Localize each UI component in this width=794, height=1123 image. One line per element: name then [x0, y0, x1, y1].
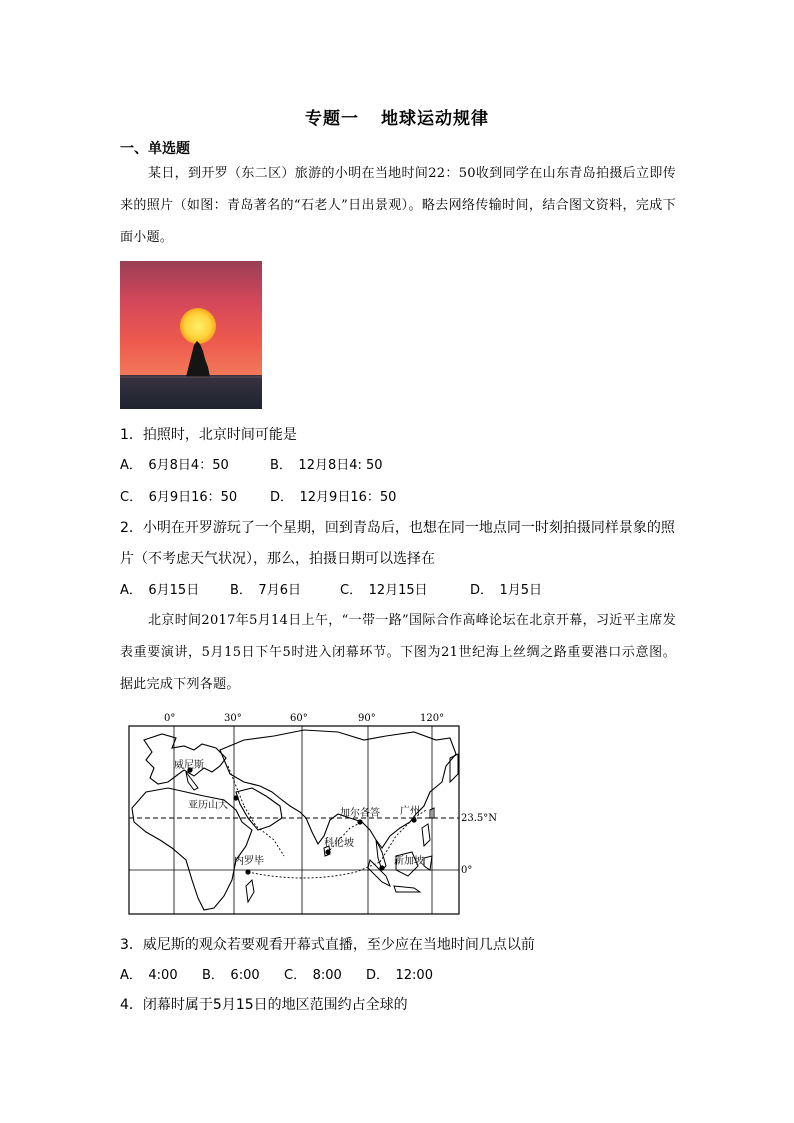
- question-4-stem: 4．闭幕时属于5月15日的地区范围约占全球的: [120, 997, 408, 1013]
- passage-2: 北京时间2017年5月14日上午，“一带一路”国际合作高峰论坛在北京开幕，习近平主席发表重要演讲，5月15日下午5时进入闭幕环节。下图为21世纪海上丝绸之路重要港口示意图。据此完成下列各题。: [120, 613, 676, 692]
- section-heading: 一、单选题: [120, 141, 190, 157]
- q3-option-d: D． 12:00: [366, 968, 433, 983]
- port-label-guangzhou: 广州: [400, 806, 420, 817]
- page-title: [0, 104, 794, 129]
- lon-label-90: 90°: [358, 713, 376, 724]
- sun-shape: [180, 308, 216, 344]
- port-label-alexandria: 亚历山大: [188, 800, 228, 811]
- port-dot-guangzhou: [411, 817, 416, 822]
- q2-option-c: C． 12月15日: [340, 583, 428, 598]
- lon-label-30: 30°: [224, 713, 242, 724]
- passage-1: 某日，到开罗（东二区）旅游的小明在当地时间22：50收到同学在山东青岛拍摄后立即传来的照片（如图：青岛著名的“石老人”日出景观）。略去网络传输时间，结合图文资料，完成下面小题。: [120, 166, 676, 245]
- q2-option-d: D． 1月5日: [470, 583, 543, 598]
- port-label-kolkata: 加尔各答: [340, 808, 380, 819]
- question-2-stem: 2．小明在开罗游玩了一个星期，回到青岛后，也想在同一地点同一时刻拍摄同样景象的照片（不考虑天气状况），那么，拍摄日期可以选择在: [120, 520, 675, 567]
- q1-option-c: C． 6月9日16：50: [120, 490, 238, 505]
- title-part1: 专题一: [305, 109, 359, 129]
- port-dot-alexandria: [233, 795, 238, 800]
- question-2-options: [120, 581, 680, 601]
- port-dot-colombo: [325, 849, 330, 854]
- q1-option-a: A． 6月8日4：50: [120, 458, 229, 473]
- port-dot-nairobi: [245, 869, 250, 874]
- q3-option-a: A． 4:00: [120, 968, 178, 983]
- q2-option-b: B． 7月6日: [230, 583, 301, 598]
- question-3-options: [120, 966, 680, 986]
- question-1-stem: 1．拍照时，北京时间可能是: [120, 427, 297, 443]
- port-dot-singapore: [379, 865, 384, 870]
- port-label-nairobi: 内罗毕: [234, 856, 264, 867]
- question-3-stem: 3．威尼斯的观众若要观看开幕式直播，至少应在当地时间几点以前: [120, 937, 535, 953]
- lon-label-120: 120°: [420, 713, 445, 724]
- q2-option-a: A． 6月15日: [120, 583, 200, 598]
- equator-label: 0°: [461, 865, 473, 876]
- q3-option-c: C． 8:00: [284, 968, 342, 983]
- question-1-options-row1: [120, 456, 680, 476]
- lon-label-60: 60°: [290, 713, 308, 724]
- q1-option-b: B． 12月8日4: 50: [270, 458, 383, 473]
- question-1-options-row2: [120, 488, 680, 508]
- port-dot-kolkata: [357, 819, 362, 824]
- q1-option-d: D． 12月9日16：50: [270, 490, 397, 505]
- sunrise-rock-photo: [120, 261, 262, 409]
- lon-label-0: 0°: [164, 713, 176, 724]
- port-label-venice: 威尼斯: [174, 760, 204, 771]
- port-label-singapore: 新加坡: [394, 856, 424, 867]
- tropic-label: 23.5°N: [461, 813, 498, 824]
- title-part2: 地球运动规律: [381, 109, 489, 129]
- maritime-silk-road-map: [124, 710, 504, 920]
- port-label-colombo: 科伦坡: [324, 838, 354, 849]
- q3-option-b: B． 6:00: [202, 968, 260, 983]
